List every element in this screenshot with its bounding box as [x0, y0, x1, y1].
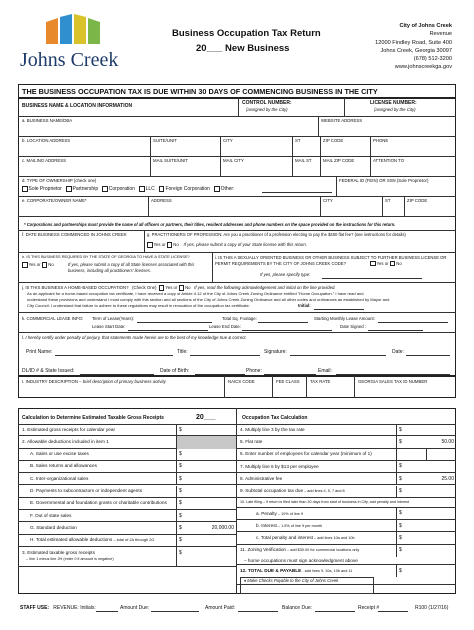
- amount-field[interactable]: [396, 424, 456, 436]
- section-heading: BUSINESS NAME & LOCATION INFORMATION: [22, 103, 133, 109]
- calc-row-label: [240, 465, 319, 470]
- amount-field[interactable]: [176, 547, 236, 567]
- calc-row: [236, 532, 456, 544]
- no-label: No: [48, 261, 54, 267]
- calc-row-text: E. Governmental and foundation grants or charitable contributions: [30, 500, 167, 506]
- calc-row: [236, 436, 456, 448]
- dollar-sign: $: [179, 537, 182, 544]
- calc-row: [18, 436, 236, 448]
- dollar-sign: $: [399, 510, 402, 517]
- license-number-sub: (assigned by the City): [374, 107, 416, 112]
- calc-row-label: [240, 501, 409, 505]
- amount-field[interactable]: [176, 473, 236, 485]
- amount-field[interactable]: [176, 449, 236, 461]
- checkbox[interactable]: [22, 262, 28, 268]
- certification-text: l. I hereby certify under penalty of perjury, that statements made herein are to the best of my knowledge true & correct.: [22, 335, 247, 340]
- calc-row-text: 5. Flat rate: [240, 439, 263, 445]
- calc-row-text: 3. Estimated taxable gross receipts: [22, 549, 95, 555]
- state-license-question: h. IS THIS BUSINESS REQUIRED BY THE STATE OF GEORGIA TO HAVE A STATE LICENSE?: [22, 254, 190, 259]
- calc-row-subtext: – total of 2A through 2G: [112, 537, 155, 543]
- home-based-question: [22, 285, 336, 291]
- print-name-label: Print Name:: [26, 349, 53, 355]
- employee-count-field[interactable]: [426, 449, 456, 461]
- calc-row-label: [30, 464, 97, 469]
- calc-row: [18, 461, 236, 473]
- address-line: Johns Creek, Georgia 30097: [380, 47, 452, 54]
- address-line: City of Johns Creek: [399, 23, 452, 29]
- no-label: No: [173, 241, 179, 247]
- state-license-answer: [22, 262, 54, 268]
- dollar-sign: $: [179, 475, 182, 482]
- calc-row-text: C. Inter-organizational sales: [30, 475, 89, 481]
- amount-field[interactable]: [396, 565, 456, 577]
- logo-text: Johns Creek: [20, 49, 119, 71]
- practitioner-question: g. PRACTITIONERS OF PROFESSION: Are you a practitioner of a profession electing to pay the $400 flat fee? (see instructions for details): [147, 232, 406, 237]
- phone-label-2: Phone:: [246, 368, 262, 374]
- website-label: WEBSITE ADDRESS: [321, 118, 363, 123]
- dollar-sign: $: [399, 488, 402, 494]
- amount-field[interactable]: [176, 486, 236, 498]
- initial-label: Initial:: [298, 303, 311, 308]
- total-box: [240, 577, 374, 594]
- dollar-sign: $: [399, 426, 402, 433]
- cert-date-label: Date:: [392, 349, 404, 355]
- dollar-sign: $: [399, 567, 402, 574]
- checkbox[interactable]: [167, 242, 173, 248]
- calc-row: [18, 473, 236, 485]
- city-address: [375, 22, 452, 72]
- dollar-sign: $: [179, 512, 182, 519]
- dollar-sign: $: [399, 522, 402, 529]
- calc-row-label: [240, 569, 352, 574]
- mail-suite-label: MAIL SUITE/UNIT: [153, 158, 188, 163]
- state-license-note: If yes, please submit a copy of all State licenses associated with this business, including all practitioners' licenses.: [68, 262, 195, 273]
- checkbox[interactable]: [22, 186, 28, 192]
- calc-row: [236, 486, 456, 498]
- logo-mark-icon: [44, 14, 104, 48]
- calc-row: [18, 498, 236, 510]
- option-partnership: Partnership: [72, 186, 99, 193]
- license-number-label: LICENSE NUMBER:: [370, 100, 417, 106]
- control-number-label: CONTROL NUMBER:: [242, 100, 292, 106]
- calc-row-text: 10. Late filing – if return is filed later than 30 days from start of business in City, add penalty and interest: [240, 499, 410, 504]
- calc-row: [236, 520, 456, 532]
- calc-row-label: [22, 428, 115, 433]
- calc-row: [18, 486, 236, 498]
- form-title: Business Occupation Tax Return: [172, 28, 321, 39]
- option-other: Other:: [220, 186, 235, 193]
- dollar-sign: $: [399, 547, 402, 554]
- sq-footage-label: Total Sq. Footage:: [222, 316, 257, 321]
- ga-tax-id-label: GEORGIA SALES TAX ID NUMBER: [358, 379, 428, 384]
- mail-zip-label: MAIL ZIP CODE: [323, 158, 355, 163]
- banner-text: THE BUSINESS OCCUPATION TAX IS DUE WITHIN 30 DAYS OF COMMENCING BUSINESS IN THE CITY: [22, 87, 378, 96]
- owner-state-label: ST: [385, 198, 391, 203]
- check-one-label: (Check One): [132, 284, 157, 290]
- location-address-label: b. LOCATION ADDRESS: [22, 138, 71, 143]
- calc-row-text: 4. Multiply line 3 by the tax rate: [240, 426, 305, 432]
- calc-row-subtext: – 1.5% of line 9 per month: [276, 523, 323, 528]
- business-name-field[interactable]: [22, 124, 312, 136]
- calc-row-text: 12. TOTAL DUE & PAYABLE: [240, 567, 302, 573]
- calc-row: [236, 508, 456, 520]
- amount-field[interactable]: [176, 461, 236, 473]
- signature-label: Signature:: [264, 349, 287, 355]
- calc-row-label: [256, 536, 355, 541]
- staff-use-row: [20, 606, 96, 611]
- date-commenced-label: f. DATE BUSINESS COMMENCED IN JOHNS CREEK: [22, 232, 127, 237]
- address-line: www.johnscreekga.gov: [394, 64, 452, 71]
- calc-row-label: [30, 526, 77, 531]
- logo: [20, 14, 130, 74]
- calc-row-label: [256, 512, 303, 517]
- home-based-text-2: understand these provisions and understand I must comply with this section and all sections of the City of Johns Creek Zoning Ordinance and all other codes and ordinances as established by Mayor and: [27, 297, 390, 302]
- amount-field[interactable]: [176, 498, 236, 510]
- zip-label: ZIP CODE: [323, 138, 344, 143]
- owner-city-label: CITY: [323, 198, 333, 203]
- calc-row-label: [240, 428, 305, 433]
- calc-row-subtext: – line 1 minus line 2H (enter 0 if amount is negative): [26, 557, 114, 561]
- address-line: (678) 512-3200: [413, 56, 452, 63]
- business-name-label: a. BUSINESS NAME/DBA: [22, 118, 73, 123]
- checkbox[interactable]: [147, 242, 153, 248]
- lease-term-label: Term of Lease(Years):: [92, 316, 135, 321]
- calc-row-label: [30, 477, 88, 482]
- yes-label: Yes or: [165, 284, 178, 290]
- lease-end-label: Lease End Date:: [209, 324, 242, 329]
- no-label: No: [396, 260, 402, 266]
- checkbox[interactable]: [42, 262, 48, 268]
- mail-state-label: MAIL ST: [295, 158, 312, 163]
- mailing-address-label: c. MAILING ADDRESS: [22, 158, 66, 163]
- lease-info-label: k. COMMERCIAL LEASE INFO:: [22, 316, 84, 321]
- calc-row-text: A. Sales or use excise taxes: [30, 451, 89, 457]
- home-based-text-3: City Council. I understand that failure to adhere to these regulations may result in revocation of the occupation tax certificate.: [27, 303, 250, 308]
- amount-field[interactable]: [396, 436, 456, 448]
- calc-row-text: 9. Subtotal occupation tax due: [240, 488, 304, 494]
- calc-row-label: [240, 477, 282, 482]
- amount-paid-label: Amount Paid:: [205, 605, 236, 611]
- dollar-sign: $: [399, 475, 402, 482]
- naics-label: NAICS CODE: [228, 379, 255, 384]
- yes-label: Yes or: [153, 241, 166, 247]
- practitioner-note: If yes, please submit a copy of your State license with this return.: [183, 241, 307, 247]
- amount-field[interactable]: [176, 535, 236, 547]
- dl-id-label: DL/ID # & State Issued:: [22, 368, 75, 374]
- lease-start-label: Lease Start Date:: [92, 324, 126, 329]
- form-subtitle: 20___ New Business: [196, 43, 290, 54]
- calc-row-text: D. Payments to subcontractors or independent agents: [30, 488, 143, 493]
- calc-row-subtext: – add lines 4, 5, 7 and 8: [303, 489, 345, 494]
- practitioner-answer: [147, 242, 307, 248]
- calc-row-label: [30, 538, 154, 543]
- calc-row: [236, 545, 456, 557]
- revenue-initials-label: REVENUE: Initials:: [53, 605, 96, 611]
- checkbox[interactable]: [159, 186, 165, 192]
- email-label: Email:: [318, 368, 332, 374]
- calc-year: 20___: [196, 414, 216, 421]
- calc-row-text: F. Out of state sales: [30, 512, 72, 518]
- home-based-text-1: As an applicant for a home-based occupation tax certificate, I have received a copy of Article 4.12 of the City of Johns Creek Zoning Ordinance entitled "Home Occupation." I have read and: [27, 291, 364, 296]
- calc-row-label: [240, 548, 359, 553]
- checkbox[interactable]: [159, 285, 165, 291]
- owner-name-label: e. CORPORATE/OWNER NAME*: [22, 198, 87, 203]
- calc-row-label: [22, 551, 95, 556]
- calc-row: [236, 565, 456, 577]
- checkbox[interactable]: [66, 186, 72, 192]
- amount-value: 25.00: [441, 475, 454, 482]
- state-label: ST: [295, 138, 301, 143]
- special-business-answer: [370, 261, 402, 267]
- amount-field[interactable]: [176, 424, 236, 436]
- yes-label: Yes or: [376, 260, 389, 266]
- ownership-options: [22, 186, 235, 192]
- dollar-sign: $: [179, 488, 182, 494]
- home-based-label: j. IS THIS BUSINESS A HOME-BASED OCCUPATION?: [22, 284, 129, 290]
- industry-title: I. INDUSTRY DESCRIPTION: [22, 379, 78, 384]
- checkbox[interactable]: [102, 186, 108, 192]
- industry-sub: – brief description of primary business activity: [77, 379, 166, 384]
- calc-row-subtext: – 10% of line 9: [276, 511, 304, 516]
- home-based-note: If yes, read the following acknowledgement and initial on the line provided.: [194, 284, 336, 290]
- amount-field[interactable]: [396, 520, 456, 532]
- calc-row-subtext: - add lines 9, 10a, 10b and 11: [301, 568, 353, 573]
- amount-field[interactable]: [396, 508, 456, 520]
- control-number-sub: (assigned by the City): [246, 107, 288, 112]
- dollar-sign: $: [179, 426, 182, 433]
- attention-label: ATTENTION TO: [373, 158, 405, 163]
- calc-row-subtext: – add lines 10a and 10b: [312, 536, 355, 541]
- address-line: 12000 Findley Road, Suite 400: [375, 39, 452, 46]
- amount-field[interactable]: [176, 522, 236, 534]
- right-calc-heading: Occupation Tax Calculation: [242, 415, 308, 421]
- title-label: Title:: [177, 349, 188, 355]
- calc-row: [18, 510, 236, 522]
- mail-city-label: MAIL CITY: [223, 158, 244, 163]
- dollar-sign: $: [179, 524, 182, 531]
- option-foreign-corporation: Foreign Corporation: [165, 186, 210, 193]
- dollar-sign: $: [179, 463, 182, 470]
- calc-row-label: [244, 559, 358, 564]
- calc-row-text: 6. Enter number of employees for calendar year (minimum of 1): [240, 451, 372, 457]
- checkbox[interactable]: [390, 261, 396, 267]
- checkbox[interactable]: [179, 285, 185, 291]
- checkbox[interactable]: [214, 186, 220, 192]
- dollar-sign: $: [179, 451, 182, 458]
- calc-row-text: H. Total estimated allowable deductions: [30, 537, 113, 543]
- dollar-sign: $: [399, 463, 402, 470]
- calc-row-text: G. Standard deduction: [30, 524, 77, 530]
- calc-row-label: [22, 440, 109, 445]
- checkbox[interactable]: [370, 261, 376, 267]
- city-label: CITY: [223, 138, 233, 143]
- form-id: R100 (1/27/16): [415, 605, 449, 611]
- calc-row: [18, 522, 236, 534]
- calc-row-text: 8. Administrative fee: [240, 475, 283, 481]
- calc-row-label: [240, 489, 345, 494]
- owner-zip-label: ZIP CODE: [407, 198, 428, 203]
- receipt-label: Receipt #: [358, 605, 380, 611]
- calc-row-label: [256, 524, 322, 529]
- dollar-sign: $: [179, 549, 182, 556]
- suite-unit-label: SUITE/UNIT: [153, 138, 177, 143]
- calc-row-label: [30, 452, 89, 457]
- calc-row: [18, 535, 236, 547]
- banner: [18, 84, 456, 98]
- amount-field[interactable]: [396, 545, 456, 557]
- special-business-note: If yes, please specify type:: [260, 272, 311, 277]
- tax-rate-label: TAX RATE: [310, 379, 331, 384]
- owner-address-label: ADDRESS: [151, 198, 172, 203]
- yes-label: Yes or: [28, 261, 41, 267]
- calc-row-text: b. Interest: [256, 522, 277, 528]
- monthly-lease-label: Starting Monthly Lease Amount:: [314, 316, 375, 321]
- amount-field[interactable]: [176, 510, 236, 522]
- calc-row: [18, 547, 236, 567]
- calc-row-text: a. Penalty: [256, 510, 277, 516]
- calc-row: [236, 498, 456, 508]
- amount-field[interactable]: [396, 532, 456, 544]
- calc-row-label: [30, 489, 142, 494]
- calc-row-text: B. Sales returns and allowances: [30, 463, 97, 469]
- left-calc-heading: Calculation to Determine Estimated Taxable Gross Receipts: [22, 415, 164, 421]
- ownership-label: d. TYPE OF OWNERSHIP (check one): [22, 178, 97, 183]
- phone-label: PHONE: [373, 138, 389, 143]
- amount-field[interactable]: [396, 461, 456, 473]
- option-sole-proprietor: Sole Proprietor: [28, 186, 62, 193]
- amount-field: [176, 436, 236, 448]
- amount-field[interactable]: [396, 473, 456, 485]
- website-field[interactable]: [321, 124, 451, 136]
- calc-row-label: [240, 440, 262, 445]
- calc-row-text: 11. Zoning Verification: [240, 547, 287, 553]
- dob-label: Date of Birth:: [160, 368, 190, 374]
- calc-row: [18, 424, 236, 436]
- calc-row-text: c. Total penalty and interest: [256, 535, 313, 541]
- calc-row-text: 2. Allowable deductions included in item 1: [22, 438, 109, 444]
- amount-due-label: Amount Due:: [120, 605, 150, 611]
- federal-id-label: FEDERAL ID (FEIN) OR SSN (Sole Proprietor): [339, 178, 429, 183]
- calc-row-text: ♦ Make Checks Payable to the City of Johns Creek: [244, 577, 339, 583]
- address-line: Revenue: [429, 31, 452, 38]
- dollar-sign: $: [179, 500, 182, 507]
- dollar-sign: $: [399, 438, 402, 445]
- checkbox[interactable]: [139, 186, 145, 192]
- calc-row-text: 7. Multiply line 6 by $13 per employee: [240, 463, 319, 469]
- balance-due-label: Balance Due:: [282, 605, 313, 611]
- calc-row: [18, 449, 236, 461]
- calc-row-label: [240, 452, 372, 457]
- calc-row-text: 1. Estimated gross receipts for calendar year: [22, 426, 116, 432]
- calc-row-subtext: – add $30.00 for commercial locations only: [286, 548, 360, 553]
- amount-value: 20,000.00: [211, 524, 234, 531]
- dollar-sign: $: [399, 534, 402, 541]
- staff-use-label: STAFF USE:: [20, 605, 50, 611]
- amount-field[interactable]: [396, 486, 456, 498]
- calc-row: [236, 557, 456, 565]
- calc-row-text: – home occupations must sign acknowledgment above: [244, 557, 358, 563]
- calc-row: [236, 424, 456, 436]
- calc-row: [236, 449, 456, 461]
- fee-class-label: FEE CLASS: [276, 379, 300, 384]
- no-label: No: [185, 284, 191, 290]
- calc-row-label: [30, 514, 71, 519]
- calc-row: [236, 473, 456, 485]
- date-signed-label: Date Signed :: [340, 324, 367, 329]
- option-llc: LLC: [145, 186, 155, 193]
- special-business-question: i. IS THIS A SEXUALLY ORIENTED BUSINESS OR OTHER BUSINESS SUBJECT TO FURTHER BUSINESS LICENSE OR PERMIT REQUIREMENTS BY THE CITY OF JOHNS CREEK CODE?: [215, 255, 447, 266]
- calc-row: [236, 461, 456, 473]
- calc-row-label: [30, 501, 167, 506]
- amount-value: 50.00: [441, 438, 454, 445]
- industry-label: [22, 380, 166, 384]
- officers-note: * Corporations and partnerships must provide the name of all officers or partners, their titles, resident addresses and phone numbers on the space provided on the instructions for this return.: [24, 222, 396, 227]
- option-corporation: Corporation: [108, 186, 135, 193]
